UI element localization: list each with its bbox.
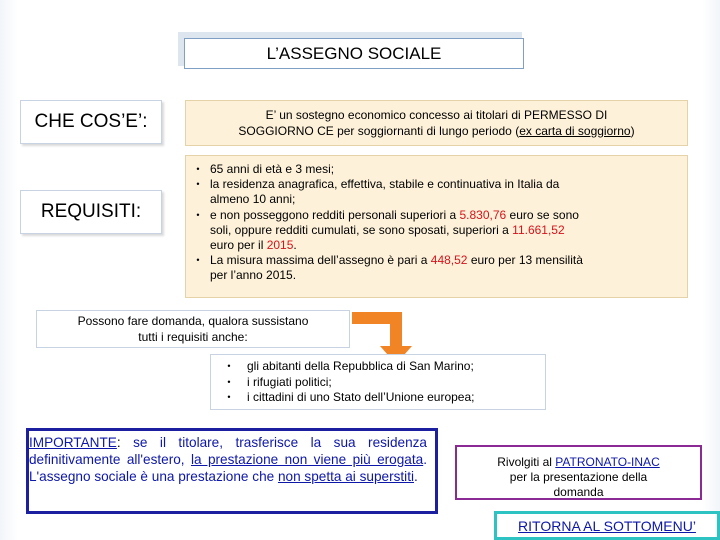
eligible-item: • i cittadini di uno Stato dell’Unione europea; [227,390,475,405]
important-note: IMPORTANTE: se il titolare, trasferisce la sua residenza definitivamente all'estero, la prestazione non viene più erogata. L'assegno sociale è una prestazione che non spetta ai superstiti. [26,428,438,514]
eligible-item: • i rifugiati politici; [227,374,332,389]
requirement-item: • La misura massima dell’assegno è pari a 448,52 euro per 13 mensilità [196,253,583,268]
definition-line-2: SOGGIORNO CE per soggiornanti di lungo periodo (ex carta di soggiorno) [238,124,635,138]
important-heading: IMPORTANTE [29,435,117,450]
definition-box [185,100,688,146]
patronato-link[interactable]: PATRONATO-INAC [555,455,660,469]
requisiti-label: REQUISITI: [20,190,162,234]
requirement-item: • 65 anni di età e 3 mesi; [196,162,335,176]
requirements-box: • 65 anni di età e 3 mesi; • la residenza anagrafica, effettiva, stabile e continuativa in Italia da almeno 10 anni; • e non posseggono redditi personali superiori a 5.830,76 euro se sono soli, oppure redditi cumulati, se sono sposati, superiori a 11.661,52 euro per il 2015. • La misura massima dell’assegno è pari a 448,52 euro per 13 mensilità per l’anno 2015. [185,155,688,298]
requirement-item: • la residenza anagrafica, effettiva, stabile e continuativa in Italia da [196,177,560,192]
eligible-list [210,354,546,410]
return-to-submenu-button[interactable]: RITORNA AL SOTTOMENU’ [494,511,720,540]
carta-soggiorno-link[interactable]: ex carta di soggiorno [519,124,631,138]
requirement-item: • e non posseggono redditi personali superiori a 5.830,76 euro se sono [196,207,579,222]
patronato-box: Rivolgiti al PATRONATO-INAC per la presentazione della domanda [455,445,702,500]
definition-line-1: E’ un sostegno economico concesso ai titolari di PERMESSO DI [265,108,608,122]
domanda-box: Possono fare domanda, qualora sussistano tutti i requisiti anche: [36,310,350,348]
eligible-item: • gli abitanti della Repubblica di San Marino; [227,359,474,373]
cosa-label: CHE COS’E’: [20,100,162,144]
page-title: L’ASSEGNO SOCIALE [184,38,524,69]
